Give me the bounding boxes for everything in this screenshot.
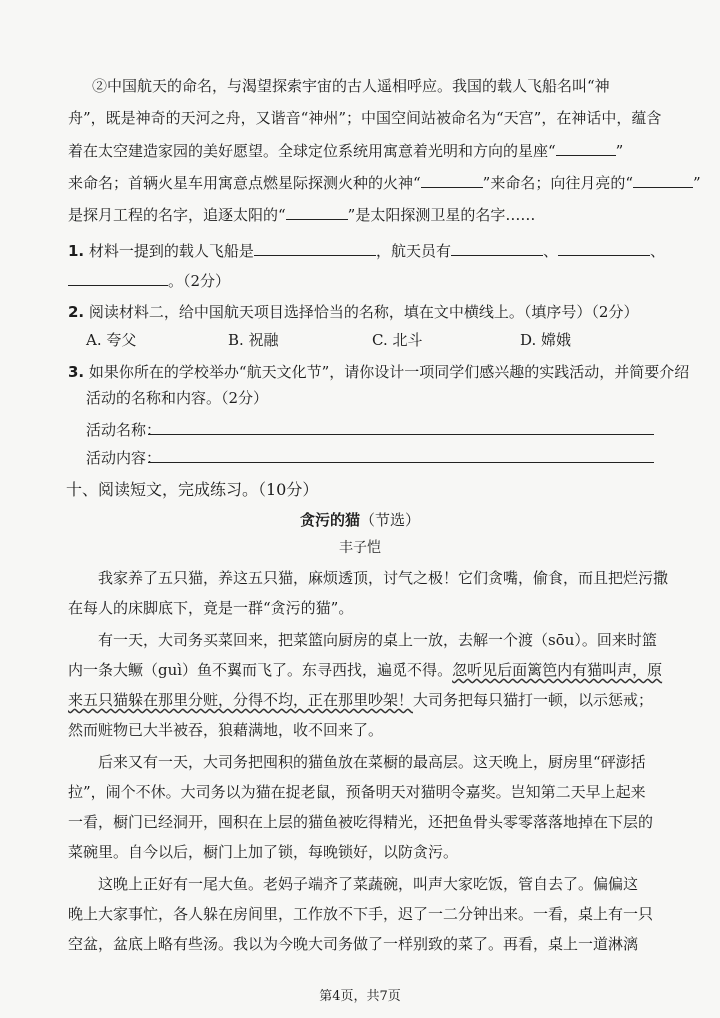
solar-probe-blank[interactable]: [286, 204, 348, 220]
question-1-cont: 。（2分）: [68, 270, 230, 291]
section-heading: 十、阅读短文，完成练习。（10分）: [66, 480, 319, 499]
underlined-sentence: 忽听见后面篱笆内有猫叫声，原: [452, 661, 663, 679]
question-number: 2.: [68, 303, 85, 321]
material2-line-3: 着在太空建造家园的美好愿望。全球定位系统用寓意着光明和方向的星座“ ”: [68, 142, 624, 160]
page-footer: 第4页，共7页: [319, 989, 401, 1004]
article-p3-line-3: 一看，橱门已经洞开，囤积在上层的猫鱼被吃得精光，还把鱼骨头零零落落地掉在下层的: [68, 813, 654, 831]
article-p1-line-1: 我家养了五只猫，养这五只猫，麻烦透顶，讨气之极！它们贪嘴，偷食，而且把烂污撒: [98, 569, 669, 587]
article-p4-line-3: 空盆，盆底上略有些汤。我以为今晚大司务做了一样别致的菜了。再看，桌上一道淋漓: [68, 935, 639, 953]
astronaut-1-blank[interactable]: [451, 240, 543, 256]
astronaut-3-blank[interactable]: [68, 270, 168, 286]
question-number: 3.: [68, 363, 85, 381]
material2-line-1: ②中国航天的命名，与渴望探索宇宙的古人遥相呼应。我国的载人飞船名叫“神: [92, 77, 610, 95]
article-p2-line-4: 然而赃物已大半被吞，狼藉满地，收不回来了。: [68, 721, 384, 739]
option-c: C. 北斗: [372, 331, 423, 349]
article-p2-line-3: 来五只猫躲在那里分赃，分得不均，正在那里吵架！大司务把每只猫打一顿，以示惩戒；: [68, 691, 654, 709]
spacecraft-answer-blank[interactable]: [254, 240, 376, 256]
material2-line-4: 来命名；首辆火星车用寓意点燃星际探测火种的火神“ ”来命名；向往月亮的“ ”: [68, 174, 701, 192]
material2-line-2: 舟”，既是神奇的天河之舟，又谐音“神州”；中国空间站被命名为“天宫”，在神话中，蕴含: [68, 109, 662, 127]
star-constellation-blank[interactable]: [556, 140, 616, 156]
question-1: 1. 材料一提到的载人飞船是 ，航天员有 、 、: [68, 242, 665, 260]
question-3-cont: 活动的名称和内容。（2分）: [86, 389, 269, 407]
option-a: A. 夸父: [86, 331, 137, 349]
option-b: B. 祝融: [228, 331, 279, 349]
activity-content-line[interactable]: [148, 462, 654, 463]
activity-content-label: 活动内容：: [86, 449, 162, 467]
article-p1-line-2: 在每人的床脚底下，竟是一群“贪污的猫”。: [68, 599, 354, 617]
activity-name-line[interactable]: [148, 434, 654, 435]
article-p4-line-1: 这晚上正好有一尾大鱼。老妈子端齐了菜蔬碗，叫声大家吃饭，管自去了。偏偏这: [98, 875, 639, 893]
question-3: 3. 如果你所在的学校举办“航天文化节”，请你设计一项同学们感兴趣的实践活动，并简要介绍: [68, 363, 690, 381]
article-p4-line-2: 晚上大家事忙，各人躲在房间里，工作放不下手，迟了一二分钟出来。一看，桌上有一只: [68, 905, 654, 923]
lunar-project-blank[interactable]: [633, 172, 693, 188]
article-p3-line-2: 拉”，闹个不休。大司务以为猫在捉老鼠，预备明天对猫明令嘉奖。岂知第二天早上起来: [68, 783, 646, 801]
article-title: 贪污的猫（节选）: [299, 511, 421, 529]
question-2: 2. 阅读材料二，给中国航天项目选择恰当的名称，填在文中横线上。（填序号）（2分）: [68, 303, 639, 321]
material2-line-5: 是探月工程的名字，追逐太阳的“ ”是太阳探测卫星的名字……: [68, 206, 536, 224]
article-p2-line-2: 内一条大鳜（guì）鱼不翼而飞了。东寻西找，遍觅不得。忽听见后面篱笆内有猫叫声，原: [68, 661, 663, 679]
activity-name-label: 活动名称：: [86, 421, 162, 439]
article-author: 丰子恺: [339, 540, 381, 556]
astronaut-2-blank[interactable]: [558, 240, 650, 256]
question-number: 1.: [68, 242, 85, 260]
article-p2-line-1: 有一天，大司务买菜回来，把菜篮向厨房的桌上一放，去解一个渡（sōu）。回来时篮: [98, 631, 657, 649]
underlined-sentence: 来五只猫躲在那里分赃，分得不均，正在那里吵架！: [68, 691, 414, 709]
option-d: D. 嫦娥: [520, 331, 572, 349]
mars-rover-blank[interactable]: [421, 172, 483, 188]
article-p3-line-1: 后来又有一天，大司务把囤积的猫鱼放在菜橱的最高层。这天晚上，厨房里“砰澎括: [98, 753, 646, 771]
article-p3-line-4: 菜碗里。自今以后，橱门上加了锁，每晚锁好，以防贪污。: [68, 843, 459, 861]
